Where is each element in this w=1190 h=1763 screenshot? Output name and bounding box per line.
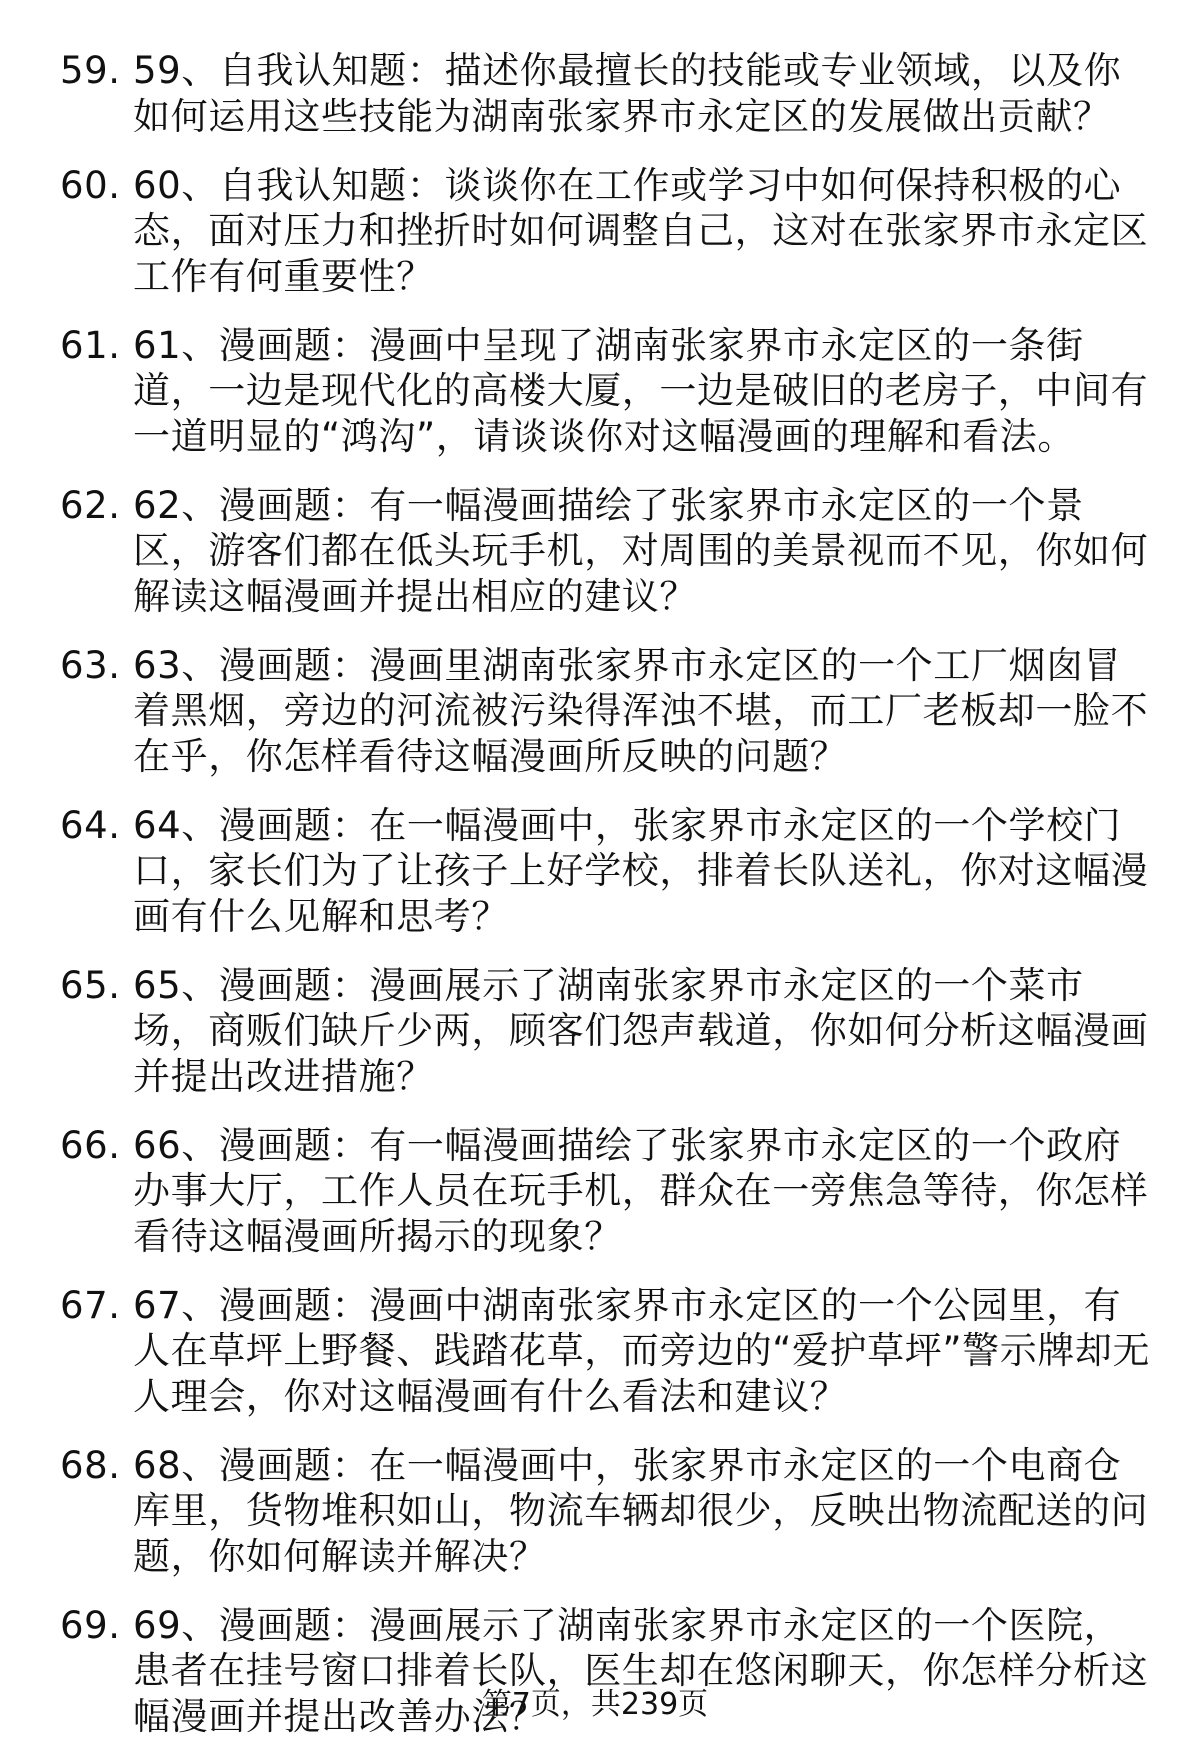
question-text: 69、漫画题：漫画展示了湖南张家界市永定区的一个医院，患者在挂号窗口排着长队，医生却在悠闲聊天，你怎样分析这幅漫画并提出改善办法？	[133, 1603, 1149, 1738]
question-text: 66、漫画题：有一幅漫画描绘了张家界市永定区的一个政府办事大厅，工作人员在玩手机，群众在一旁焦急等待，你怎样看待这幅漫画所揭示的现象？	[133, 1123, 1149, 1258]
question-text: 65、漫画题：漫画展示了湖南张家界市永定区的一个菜市场，商贩们缺斤少两，顾客们怨声载道，你如何分析这幅漫画并提出改进措施？	[133, 963, 1149, 1098]
question-item	[60, 323, 1155, 460]
question-text: 68、漫画题：在一幅漫画中，张家界市永定区的一个电商仓库里，货物堆积如山，物流车辆却很少，反映出物流配送的问题，你如何解读并解决？	[133, 1443, 1149, 1578]
question-number: 68.	[60, 1443, 121, 1487]
question-number: 61.	[60, 323, 121, 367]
question-number: 59.	[60, 49, 121, 92]
question-item	[60, 1283, 1155, 1420]
question-text: 59、自我认知题：描述你最擅长的技能或专业领域，以及你如何运用这些技能为湖南张家界市永定区的发展做出贡献？	[133, 49, 1122, 138]
question-list	[60, 48, 1155, 1763]
question-text: 67、漫画题：漫画中湖南张家界市永定区的一个公园里，有人在草坪上野餐、践踏花草，而旁边的“爱护草坪”警示牌却无人理会，你对这幅漫画有什么看法和建议？	[133, 1283, 1151, 1418]
question-text: 61、漫画题：漫画中呈现了湖南张家界市永定区的一条街道，一边是现代化的高楼大厦，一边是破旧的老房子，中间有一道明显的“鸿沟”，请谈谈你对这幅漫画的理解和看法。	[133, 323, 1149, 458]
question-number: 65.	[60, 963, 121, 1007]
question-number: 64.	[60, 803, 121, 847]
question-number: 63.	[60, 643, 121, 687]
question-number: 66.	[60, 1123, 121, 1167]
question-text: 64、漫画题：在一幅漫画中，张家界市永定区的一个学校门口，家长们为了让孩子上好学校，排着长队送礼，你对这幅漫画有什么见解和思考？	[133, 803, 1149, 938]
question-item	[60, 1123, 1155, 1260]
question-number: 69.	[60, 1603, 121, 1647]
question-text: 62、漫画题：有一幅漫画描绘了张家界市永定区的一个景区，游客们都在低头玩手机，对周围的美景视而不见，你如何解读这幅漫画并提出相应的建议？	[133, 483, 1149, 618]
question-number: 60.	[60, 163, 121, 207]
page-number-footer: 第7页，共239页	[481, 1687, 709, 1722]
question-number: 67.	[60, 1283, 121, 1327]
question-item	[60, 48, 1155, 139]
question-item	[60, 483, 1155, 620]
question-number: 62.	[60, 483, 121, 527]
question-text: 60、自我认知题：谈谈你在工作或学习中如何保持积极的心态，面对压力和挫折时如何调整自己，这对在张家界市永定区工作有何重要性？	[133, 163, 1149, 298]
question-text: 63、漫画题：漫画里湖南张家界市永定区的一个工厂烟囱冒着黑烟，旁边的河流被污染得浑浊不堪，而工厂老板却一脸不在乎，你怎样看待这幅漫画所反映的问题？	[133, 643, 1149, 778]
question-item	[60, 803, 1155, 940]
question-item	[60, 963, 1155, 1100]
question-item	[60, 163, 1155, 300]
question-item	[60, 1443, 1155, 1580]
question-item	[60, 643, 1155, 780]
